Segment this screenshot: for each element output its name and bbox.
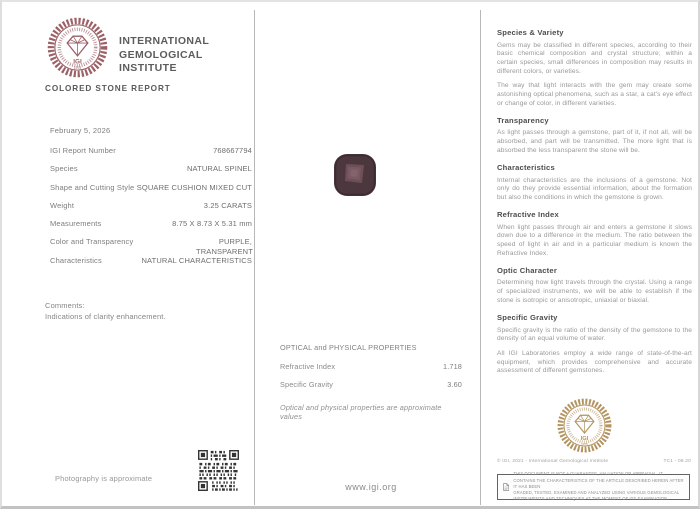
property-row-refractive-index <box>280 362 462 371</box>
igi-gold-seal-icon <box>556 397 613 454</box>
field-value: 3.25 CARATS <box>203 200 252 210</box>
field-value: NATURAL CHARACTERISTICS <box>141 256 252 266</box>
field-row-weight <box>50 201 252 219</box>
field-label: Shape and Cutting Style <box>50 182 135 192</box>
igi-logo-seal-icon <box>46 16 109 79</box>
field-value: 768667794 <box>213 146 252 155</box>
field-row-shape <box>50 183 252 201</box>
svg-text:1975: 1975 <box>73 66 82 71</box>
field-label: Color and Transparency <box>50 237 134 247</box>
field-row-report-number <box>50 146 252 164</box>
section-heading: Transparency <box>497 115 549 125</box>
education-column <box>497 28 692 382</box>
comments-block <box>45 301 166 322</box>
section-heading: Optic Character <box>497 265 557 275</box>
property-row-specific-gravity <box>280 380 462 389</box>
comments-label: Comments: <box>45 301 85 310</box>
field-label: Species <box>50 164 78 174</box>
property-label: Specific Gravity <box>280 380 334 389</box>
field-row-characteristics <box>50 256 252 274</box>
document-code: TC1 - 08.20 <box>663 459 691 464</box>
field-value: PURPLE, TRANSPARENT <box>196 237 253 256</box>
field-row-measurements <box>50 219 252 237</box>
field-value: SQUARE CUSHION MIXED CUT <box>136 182 252 192</box>
section-paragraph: Determining how light travels through the crystal. Using a range of specialized instruments, we will be able to establish if the stone is isotropic or anisotropic, uniaxial or biaxial. <box>497 279 692 304</box>
section-paragraph: As light passes through a gemstone, part of it, if not all, will be absorbed, and part will be transmitted. The more light that is absorbed the less transparent the stone will be. <box>497 129 692 154</box>
website-url: www.igi.org <box>345 482 397 492</box>
section-paragraph: The way that light interacts with the gem may create some astonishing optical phenomena, such as a star, a cat's eye effect or change of color, in different varieties. <box>497 82 692 107</box>
section-paragraph: Gems may be classified in different species, according to their basic chemical composition and crystal structure; within a certain species, small differences in composition may results in different colors, or varieties. <box>497 41 692 75</box>
field-row-species <box>50 164 252 182</box>
column-divider-left <box>254 10 255 505</box>
gemstone-photo <box>332 152 378 198</box>
field-label: Weight <box>50 200 75 210</box>
svg-text:1975: 1975 <box>581 442 588 447</box>
disclaimer-text: THIS DOCUMENT IS NOT A GUARANTEE, VALUATION OR APPRAISAL. IT CONTAINS THE CHARACTERISTICS OF THE ARTICLE DESCRIBED HEREIN AFTER IT HAS BEEN GRADED, TESTED, EXAMINED AND ANALYZED USING VARIOUS GEMOLOGICAL INSTRUMENTS AND TECHNIQUES AT THE MOMENT OF ITS EXAMINATION. <box>513 471 684 502</box>
report-fields <box>50 146 252 275</box>
section-heading: Species & Variety <box>497 28 564 37</box>
section-heading: Characteristics <box>497 163 555 173</box>
field-label: Measurements <box>50 219 102 229</box>
field-row-color-transparency <box>50 237 252 256</box>
copyright-text: © IGI, 2021 - International Gemological Institute <box>497 459 609 464</box>
report-date: February 5, 2026 <box>50 126 111 135</box>
properties-note: Optical and physical properties are approximate values <box>280 403 442 421</box>
property-value: 3.60 <box>447 380 462 389</box>
section-heading: Refractive Index <box>497 210 559 220</box>
svg-text:IGI: IGI <box>73 58 82 66</box>
section-paragraph: When light passes through air and enters a gemstone it slows down due to a difference in the medium. The ratio between the speed of light in air and in a particular medium is known the Refractive Index. <box>497 223 692 257</box>
property-label: Refractive Index <box>280 362 336 371</box>
comments-text: Indications of clarity enhancement. <box>45 311 166 321</box>
section-paragraph: Internal characteristics are the inclusions of a gemstone. Not only do they provide essential information, about the formation but also the conditions in which the gemstone is grown. <box>497 176 692 201</box>
column-divider-right <box>480 10 481 505</box>
section-paragraph: Specific gravity is the ratio of the density of the gemstone to the density of an equal volume of water. <box>497 326 692 343</box>
property-value: 1.718 <box>442 362 462 371</box>
field-label: IGI Report Number <box>50 146 116 155</box>
svg-text:IGI: IGI <box>580 436 589 443</box>
report-type-title: COLORED STONE REPORT <box>45 84 171 93</box>
field-value: 8.75 X 8.73 X 5.31 mm <box>172 219 252 229</box>
disclaimer-box <box>497 471 690 502</box>
photography-note: Photography is approximate <box>55 474 153 483</box>
optical-physical-properties <box>280 343 462 421</box>
section-heading: Specific Gravity <box>497 313 558 323</box>
qr-code <box>198 450 239 491</box>
field-value: NATURAL SPINEL <box>186 164 252 174</box>
properties-title: OPTICAL and PHYSICAL PROPERTIES <box>280 343 417 352</box>
section-paragraph: All IGI Laboratories employ a wide range of state-of-the-art equipment, which provides comprehensive and accurate assessment of different gemstones. <box>497 349 692 375</box>
institute-name: INTERNATIONAL GEMOLOGICAL INSTITUTE <box>119 35 209 74</box>
document-icon <box>503 479 509 495</box>
field-label: Characteristics <box>50 256 102 266</box>
footer-copyright-row <box>497 459 691 464</box>
